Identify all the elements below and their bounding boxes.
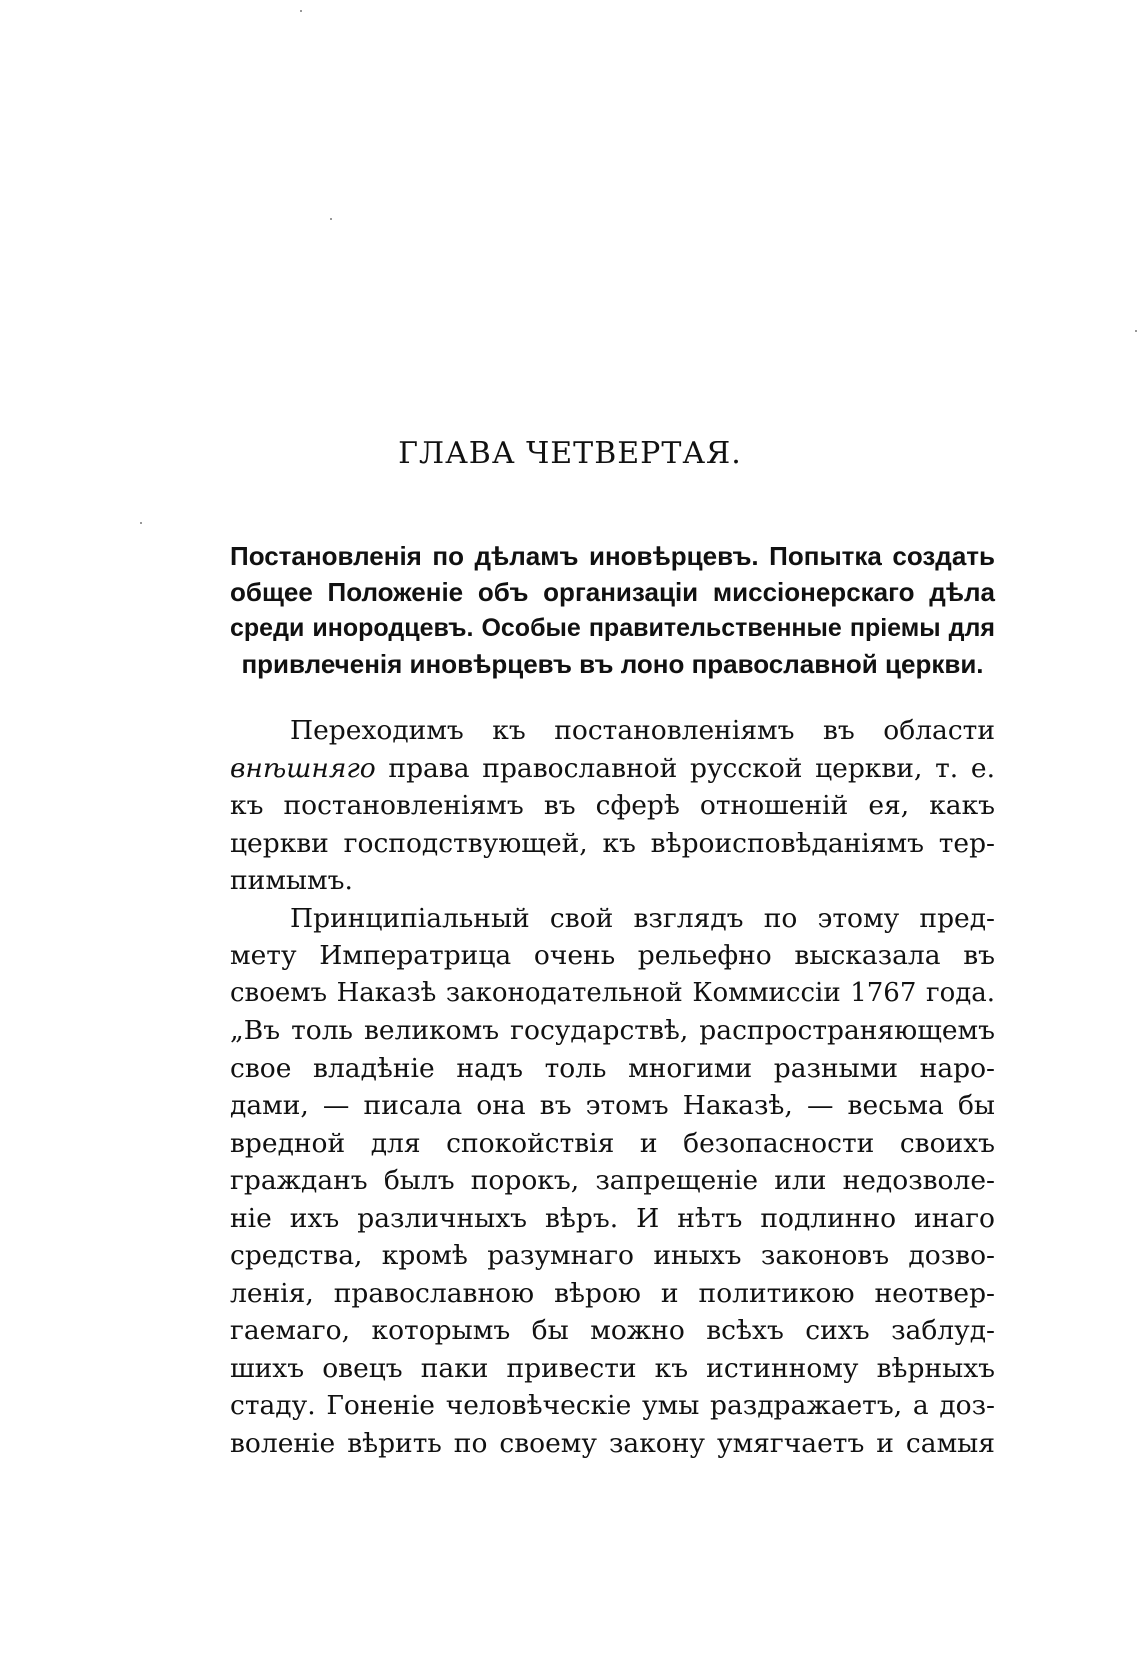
paragraph-line: пимымъ. xyxy=(230,865,353,896)
paragraph-line: „Въ толь великомъ государствѣ, распространяющемъ xyxy=(230,1015,995,1046)
line-rest: права православной русской церкви, т. е. xyxy=(375,752,995,784)
summary-line: привлеченія иновѣрцевъ въ лоно православной церкви. xyxy=(241,649,984,679)
chapter-summary xyxy=(230,538,995,682)
summary-line: общее Положеніе объ организаціи миссіонерскаго дѣла xyxy=(230,577,995,607)
scan-speck xyxy=(330,218,332,220)
scan-speck xyxy=(300,10,302,12)
paragraph-line: воленіе вѣрить по своему закону умягчаетъ и самыя xyxy=(230,1427,995,1459)
paragraph-line: ніе ихъ различныхъ вѣръ. И нѣтъ подлинно инаго xyxy=(230,1202,995,1234)
paragraph-line: гражданъ былъ порокъ, запрещеніе или недозволе- xyxy=(230,1165,995,1196)
paragraph-line: вредной для спокойствія и безопасности своихъ xyxy=(230,1127,995,1159)
paragraph-line: ленія, православною вѣрою и политикою неотвер- xyxy=(230,1277,995,1309)
paragraph-line: свое владѣніе надъ толь многими разными наро- xyxy=(230,1052,995,1084)
italic-term: внѣшняго xyxy=(230,752,376,784)
paragraph-line: средства, кромѣ разумнаго иныхъ законовъ дозво- xyxy=(230,1240,995,1271)
paragraph-line: гаемаго, которымъ бы можно всѣхъ сихъ заблуд- xyxy=(230,1315,995,1346)
scan-speck xyxy=(140,522,142,524)
paragraph-line xyxy=(230,750,995,788)
chapter-title: ГЛАВА ЧЕТВЕРТАЯ. xyxy=(398,436,742,471)
summary-line: Постановленія по дѣламъ иновѣрцевъ. Попытка создать xyxy=(230,541,995,571)
paragraph-line: Переходимъ къ постановленіямъ въ области xyxy=(290,715,995,746)
paragraph-line: Принципіальный свой взглядъ по этому пред- xyxy=(290,902,995,934)
scan-speck xyxy=(1135,330,1137,332)
paragraph-line: шихъ овецъ паки привести къ истинному вѣрныхъ xyxy=(230,1352,995,1384)
paragraph-line: своемъ Наказѣ законодательной Коммиссіи 1767 года. xyxy=(230,977,995,1008)
paragraph-line: къ постановленіямъ въ сферѣ отношеній ея, какъ xyxy=(230,790,995,821)
paragraph-line: мету Императрица очень рельефно высказала въ xyxy=(230,940,995,971)
summary-line: среди инородцевъ. Особые правительственные пріемы для xyxy=(230,614,995,642)
paragraph-line: дами, — писала она въ этомъ Наказѣ, — весьма бы xyxy=(230,1090,995,1121)
body-text xyxy=(230,712,995,1462)
paragraph-line: церкви господствующей, къ вѣроисповѣданіямъ тер- xyxy=(230,827,995,859)
paragraph-line: стаду. Гоненіе человѣческіе умы раздражаетъ, а доз- xyxy=(230,1390,995,1421)
